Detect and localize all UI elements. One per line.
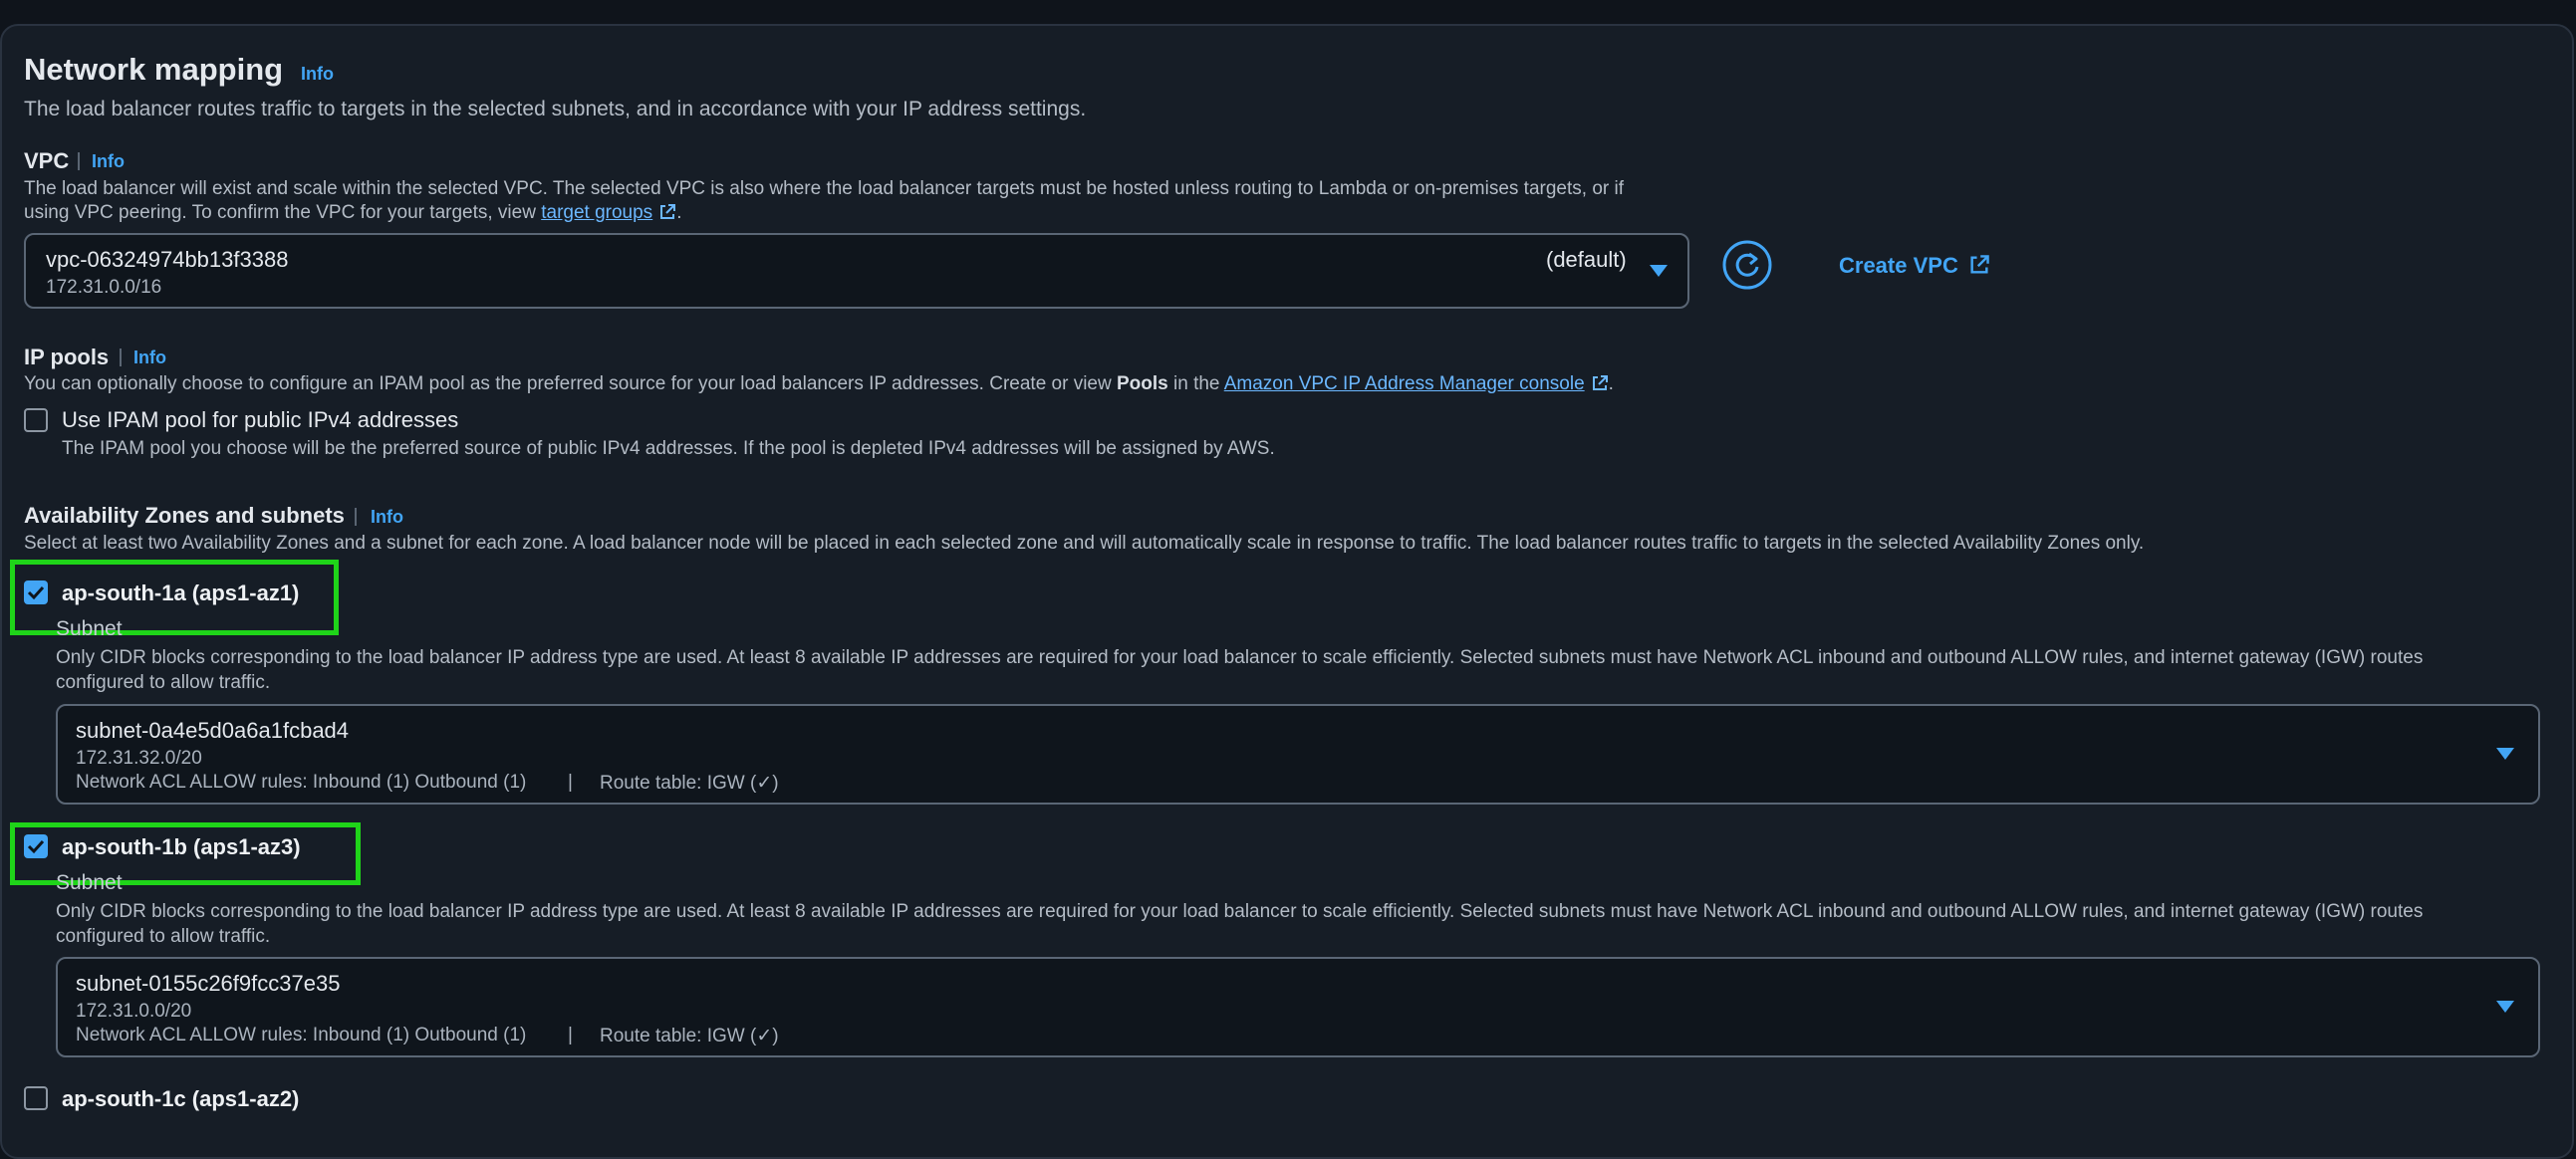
subnet-label: Subnet xyxy=(56,871,123,894)
subnet-acl-rules: Network ACL ALLOW rules: Inbound (1) Outbound (1) xyxy=(76,1025,527,1045)
az-subnets-label: Availability Zones and subnets xyxy=(24,503,345,528)
checkmark-icon xyxy=(24,580,48,604)
vpc-select[interactable] xyxy=(24,233,1689,309)
create-vpc-label: Create VPC xyxy=(1839,253,1958,278)
refresh-icon[interactable] xyxy=(1721,239,1773,291)
external-link-icon xyxy=(658,203,676,227)
vpc-info-link[interactable]: Info xyxy=(92,151,125,171)
subnet-divider: | xyxy=(568,1025,573,1045)
subnet-id: subnet-0a4e5d0a6a1fcbad4 xyxy=(76,718,350,743)
vpc-description-line2: using VPC peering. To confirm the VPC for your targets, view target groups . xyxy=(24,202,681,227)
subnet-select-ap-south-1a[interactable] xyxy=(56,704,2540,805)
ipam-console-link[interactable]: Amazon VPC IP Address Manager console xyxy=(1223,373,1585,394)
vpc-select-cidr: 172.31.0.0/16 xyxy=(46,277,162,298)
subnet-select-ap-south-1b[interactable] xyxy=(56,957,2540,1057)
vpc-label: VPC xyxy=(24,148,70,173)
ipam-pool-checkbox[interactable] xyxy=(24,408,48,432)
ipam-pool-help: The IPAM pool you choose will be the preferred source of public IPv4 addresses. If the pool is depleted IPv4 addresses will be assigned by AWS. xyxy=(62,438,1275,459)
az-info-divider xyxy=(355,508,357,526)
section-title: Network mapping xyxy=(24,52,284,87)
zone-label-ap-south-1b[interactable]: ap-south-1b (aps1-az3) xyxy=(62,834,301,859)
ip-pools-info-link[interactable]: Info xyxy=(133,348,166,367)
subnet-help-line1: Only CIDR blocks corresponding to the load balancer IP address type are used. At least 8 available IP addresses are required for your load balancer to scale efficiently. Selected subnets must have Network ACL inbound and outbound ALLOW rules, and internet gateway (IGW) routes xyxy=(56,901,2424,922)
ip-pools-description: You can optionally choose to configure an IPAM pool as the preferred source for your load balancers IP addresses. Create or view Pools in the Amazon VPC IP Address Manager console . xyxy=(24,373,1614,398)
subnet-cidr: 172.31.32.0/20 xyxy=(76,748,202,769)
vpc-select-default-tag: (default) xyxy=(1546,247,1627,272)
subnet-cidr: 172.31.0.0/20 xyxy=(76,1001,192,1022)
zone-checkbox-ap-south-1c[interactable] xyxy=(24,1086,48,1110)
chevron-down-icon xyxy=(2496,1001,2514,1013)
network-mapping-info-link[interactable]: Info xyxy=(301,64,334,84)
ip-pools-info-divider xyxy=(120,348,122,366)
zone-label-ap-south-1a[interactable]: ap-south-1a (aps1-az1) xyxy=(62,580,300,605)
ipam-pool-checkbox-label[interactable]: Use IPAM pool for public IPv4 addresses xyxy=(62,407,459,432)
external-link-icon xyxy=(1591,374,1609,398)
zone-label-ap-south-1c[interactable]: ap-south-1c (aps1-az2) xyxy=(62,1086,300,1111)
target-groups-link[interactable]: target groups xyxy=(541,202,653,223)
subnet-help-line1: Only CIDR blocks corresponding to the load balancer IP address type are used. At least 8 available IP addresses are required for your load balancer to scale efficiently. Selected subnets must have Network ACL inbound and outbound ALLOW rules, and internet gateway (IGW) routes xyxy=(56,647,2424,668)
subnet-help-line2: configured to allow traffic. xyxy=(56,672,271,693)
subnet-help-line2: configured to allow traffic. xyxy=(56,926,271,947)
zone-checkbox-ap-south-1a[interactable] xyxy=(24,580,48,604)
vpc-select-id: vpc-06324974bb13f3388 xyxy=(46,247,289,272)
checkmark-icon xyxy=(24,834,48,858)
subnet-acl-rules: Network ACL ALLOW rules: Inbound (1) Outbound (1) xyxy=(76,772,527,793)
vpc-info-divider xyxy=(78,152,80,170)
subnet-id: subnet-0155c26f9fcc37e35 xyxy=(76,971,341,996)
subnet-label: Subnet xyxy=(56,617,123,640)
chevron-down-icon xyxy=(2496,748,2514,760)
subnet-divider: | xyxy=(568,772,573,793)
subnet-route-table: Route table: IGW (✓) xyxy=(600,1026,779,1046)
zone-checkbox-ap-south-1b[interactable] xyxy=(24,834,48,858)
az-subnets-description: Select at least two Availability Zones and a subnet for each zone. A load balancer node will be placed in each selected zone and will automatically scale in response to traffic. The load balancer routes traffic to targets in the selected Availability Zones only. xyxy=(24,533,2145,554)
external-link-icon xyxy=(1968,254,1990,282)
vpc-description-line1: The load balancer will exist and scale within the selected VPC. The selected VPC is also where the load balancer targets must be hosted unless routing to Lambda or on-premises targets, or if xyxy=(24,178,1625,199)
chevron-down-icon xyxy=(1650,265,1668,277)
az-info-link[interactable]: Info xyxy=(371,507,403,527)
section-description: The load balancer routes traffic to targets in the selected subnets, and in accordance with your IP address settings. xyxy=(24,98,1087,120)
create-vpc-button[interactable] xyxy=(1839,253,1990,282)
subnet-route-table: Route table: IGW (✓) xyxy=(600,773,779,794)
ip-pools-label: IP pools xyxy=(24,345,110,369)
